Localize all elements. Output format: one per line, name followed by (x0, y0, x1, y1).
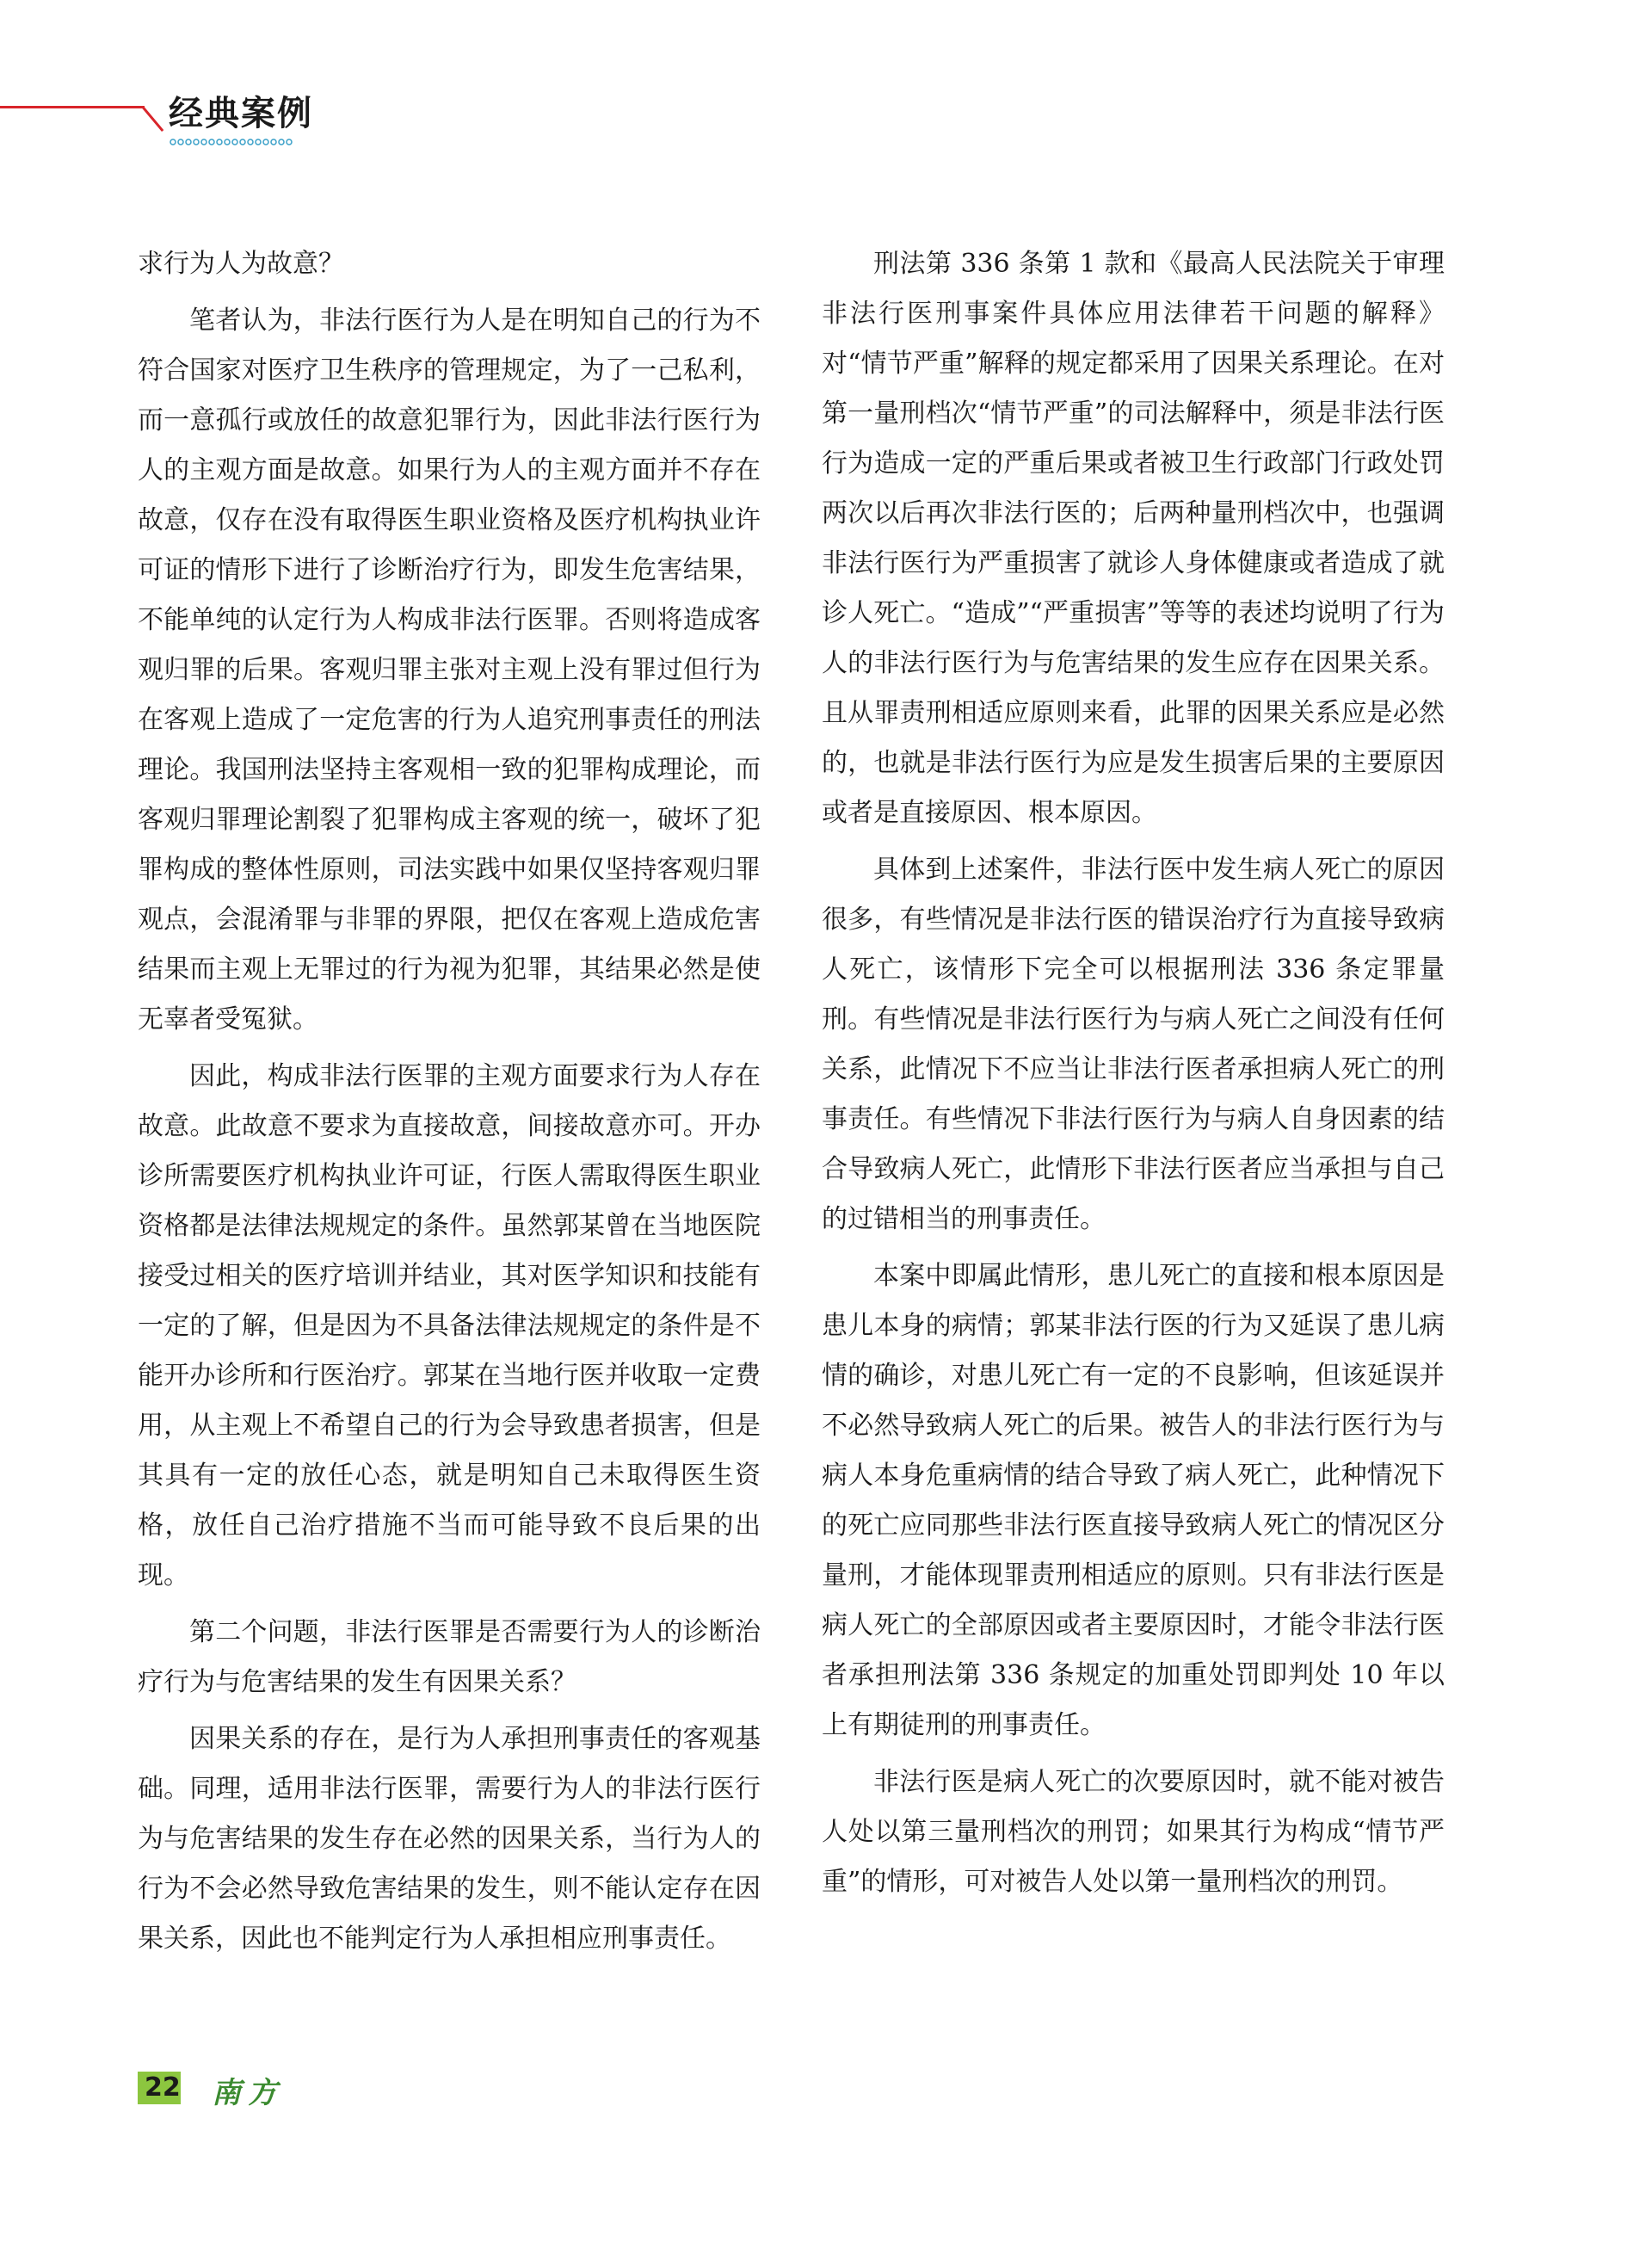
paragraph: 笔者认为，非法行医行为人是在明知自己的行为不符合国家对医疗卫生秩序的管理规定，为了一己私利，而一意孤行或放任的故意犯罪行为，因此非法行医行为人的主观方面是故意。如果行为人的主观方面并不存在故意，仅存在没有取得医生职业资格及医疗机构执业许可证的情形下进行了诊断治疗行为，即发生危害结果，不能单纯的认定行为人构成非法行医罪。否则将造成客观归罪的后果。客观归罪主张对主观上没有罪过但行为在客观上造成了一定危害的行为人追究刑事责任的刑法理论。我国刑法坚持主客观相一致的犯罪构成理论，而客观归罪理论割裂了犯罪构成主客观的统一，破坏了犯罪构成的整体性原则，司法实践中如果仅坚持客观归罪观点，会混淆罪与非罪的界限，把仅在客观上造成危害结果而主观上无罪过的行为视为犯罪，其结果必然是使无辜者受冤狱。 (138, 306, 761, 1035)
section-dots-decoration (169, 138, 298, 146)
paragraph: 具体到上述案件，非法行医中发生病人死亡的原因很多，有些情况是非法行医的错误治疗行为直接导致病人死亡，该情形下完全可以根据刑法 336 条定罪量刑。有些情况是非法行医行为与病人死亡之间没有任何关系，此情况下不应当让非法行医者承担病人死亡的刑事责任。有些情况下非法行医行为与病人自身因素的结合导致病人死亡，此情形下非法行医者应当承担与自己的过错相当的刑事责任。 (822, 855, 1445, 1234)
paragraph: 第二个问题，非法行医罪是否需要行为人的诊断治疗行为与危害结果的发生有因果关系？ (138, 1617, 761, 1697)
paragraph: 求行为人为故意？ (138, 249, 344, 279)
right-column (822, 239, 1445, 1914)
paragraph: 刑法第 336 条第 1 款和《最高人民法院关于审理非法行医刑事案件具体应用法律若干问题的解释》对“情节严重”解释的规定都采用了因果关系理论。在对第一量刑档次“情节严重”的司法解释中，须是非法行医行为造成一定的严重后果或者被卫生行政部门行政处罚两次以后再次非法行医的；后两种量刑档次中，也强调非法行医行为严重损害了就诊人身体健康或者造成了就诊人死亡。“造成”“严重损害”等等的表述均说明了行为人的非法行医行为与危害结果的发生应存在因果关系。且从罪责刑相适应原则来看，此罪的因果关系应是必然的，也就是非法行医行为应是发生损害后果的主要原因或者是直接原因、根本原因。 (822, 249, 1445, 828)
paragraph: 因此，构成非法行医罪的主观方面要求行为人存在故意。此故意不要求为直接故意，间接故意亦可。开办诊所需要医疗机构执业许可证，行医人需取得医生职业资格都是法律法规规定的条件。虽然郭某曾在当地医院接受过相关的医疗培训并结业，其对医学知识和技能有一定的了解，但是因为不具备法律法规规定的条件是不能开办诊所和行医治疗。郭某在当地行医并收取一定费用，从主观上不希望自己的行为会导致患者损害，但是其具有一定的放任心态，就是明知自己未取得医生资格，放任自己治疗措施不当而可能导致不良后果的出现。 (138, 1061, 761, 1590)
paragraph: 本案中即属此情形，患儿死亡的直接和根本原因是患儿本身的病情；郭某非法行医的行为又延误了患儿病情的确诊，对患儿死亡有一定的不良影响，但该延误并不必然导致病人死亡的后果。被告人的非法行医行为与病人本身危重病情的结合导致了病人死亡，此种情况下的死亡应同那些非法行医直接导致病人死亡的情况区分量刑，才能体现罪责刑相适应的原则。只有非法行医是病人死亡的全部原因或者主要原因时，才能令非法行医者承担刑法第 336 条规定的加重处罚即判处 10 年以上有期徒刑的刑事责任。 (822, 1261, 1445, 1740)
header-accent-line (0, 106, 145, 108)
paragraph: 因果关系的存在，是行为人承担刑事责任的客观基础。同理，适用非法行医罪，需要行为人的非法行医行为与危害结果的发生存在必然的因果关系，当行为人的行为不会必然导致危害结果的发生，则不能认定存在因果关系，因此也不能判定行为人承担相应刑事责任。 (138, 1724, 761, 1954)
left-column (138, 239, 761, 1971)
paragraph: 非法行医是病人死亡的次要原因时，就不能对被告人处以第三量刑档次的刑罚；如果其行为构成“情节严重”的情形，可对被告人处以第一量刑档次的刑罚。 (822, 1767, 1445, 1897)
page-number: 22 (145, 2072, 181, 2103)
magazine-name: 南方 (212, 2076, 284, 2110)
section-title: 经典案例 (169, 94, 313, 133)
header-accent-slant (142, 107, 163, 133)
